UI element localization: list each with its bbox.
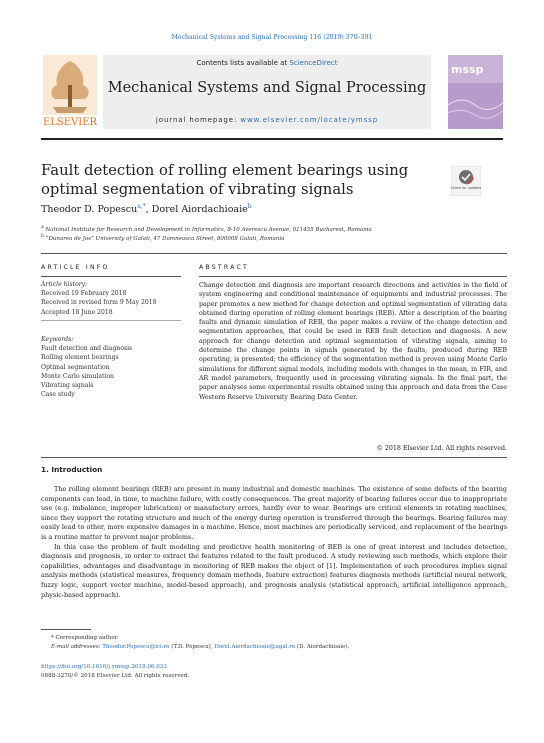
author-name[interactable]: Dorel Aiordachioaie bbox=[151, 204, 248, 216]
paragraph: In this case the problem of fault modeling and predictive health monitoring of REB is one of great interest and includes detection, diagnosis and prognosis, in order to extract the features related to the fault produced. A study reviewing such methods, which explore their capabilities, advantages and disadvantage in monitoring of REB makes the object of [1]. Implementation of such procedures implies signal analysis methods (statistical measures, frequency domain methods, feature extraction) features diagnosis methods (artificial neural network, fuzzy logic, support vector machine, model-based approach), and prognosis analysis (statistical approach, artificial intelligence approach, physic-based approach). bbox=[41, 542, 507, 599]
elsevier-wordmark: ELSEVIER bbox=[42, 117, 98, 128]
keyword-item: Monte Carlo simulation bbox=[41, 372, 114, 380]
journal-title: Mechanical Systems and Signal Processing bbox=[107, 80, 427, 96]
history-divider bbox=[41, 320, 181, 321]
article-title: Fault detection of rolling element bearings using optimal segmentation of vibrating signals bbox=[41, 162, 409, 198]
abstract-heading: ABSTRACT bbox=[199, 264, 249, 271]
author-list: Theodor D. Popescu$^{a,*}$, Dorel Aiordachioaie$^b$ bbox=[41, 203, 252, 216]
abstract-text: Change detection and diagnosis are important research directions and activities in the field of system engineering and conditional maintenance of equipments and industrial processes. The paper promotes a new method for change detection and optimal segmentation of vibrating data obtained during operation of rolling element bearings (REB). After a description of the bearing faults and dynamic simulation of REB, the paper makes a review of the change detection and segmentation approaches, that could be used in REB fault detection and diagnosis. A new approach for change detection and optimal segmentation of vibrating signals, aiming to determine the change points in signals generated by the faults, produced during REB operating, is presented; the efficiency of the segmentation method is proven using Monte Carlo simulations for different signal models, including models with changes in the mean, in FIR, and AR model parameters, frequently used in processing vibrating signals. In the final part, the paper analyses some experimental results obtained using this approach and data from the Case Western Reserve University Bearing Data Center. bbox=[199, 282, 507, 401]
history-item: Received in revised form 9 May 2018 bbox=[41, 299, 157, 307]
keyword-item: Case study bbox=[41, 391, 75, 399]
elsevier-logo[interactable] bbox=[41, 55, 99, 129]
keyword-list bbox=[41, 335, 181, 399]
masthead-rule bbox=[41, 138, 503, 140]
journal-reference[interactable]: Mechanical Systems and Signal Processing 116 (2019) 370–391 bbox=[171, 34, 373, 41]
contents-line: Contents lists available at ScienceDirect bbox=[196, 59, 338, 67]
history-item: Accepted 18 June 2018 bbox=[41, 308, 113, 316]
journal-homepage-link[interactable]: www.elsevier.com/locate/ymssp bbox=[240, 116, 379, 124]
masthead-banner bbox=[103, 55, 431, 129]
author-marks[interactable]: a,* bbox=[137, 203, 146, 210]
abstract-bottom-rule bbox=[41, 457, 507, 458]
author-name[interactable]: Theodor D. Popescu bbox=[41, 204, 138, 216]
abstract-rule bbox=[199, 276, 507, 277]
cover-title: mssp bbox=[451, 63, 484, 76]
keyword-item: Optimal segmentation bbox=[41, 363, 110, 371]
email-link[interactable]: Theodor.Popescu@ici.ro bbox=[102, 644, 170, 650]
keyword-item: Vibrating signals bbox=[41, 382, 94, 390]
author-marks[interactable]: b bbox=[247, 203, 252, 210]
journal-cover-image[interactable] bbox=[448, 55, 503, 129]
article-info-rule bbox=[41, 276, 181, 277]
footnote-rule bbox=[41, 629, 91, 630]
crossmark-label: Check for updates bbox=[451, 186, 481, 190]
masthead bbox=[41, 55, 503, 132]
keyword-item: Rolling element bearings bbox=[41, 354, 119, 362]
body-text bbox=[41, 485, 507, 600]
section-heading: 1. Introduction bbox=[41, 465, 103, 474]
email-link[interactable]: Dorel.Aiordachioaie@ugal.ro bbox=[214, 644, 296, 650]
email-footnote: E-mail addresses: Theodor.Popescu@ici.ro (T.D. Popescu), Dorel.Aiordachioaie@ugal.ro (D. Aiordachioaie). bbox=[51, 644, 350, 650]
keywords-label: Keywords: bbox=[41, 336, 74, 343]
doi-link[interactable]: https://doi.org/10.1016/j.ymssp.2018.06.033 bbox=[41, 664, 167, 670]
article-history bbox=[41, 280, 181, 317]
journal-homepage: journal homepage: www.elsevier.com/locate/ymssp bbox=[155, 116, 379, 124]
sciencedirect-link[interactable]: ScienceDirect bbox=[289, 59, 338, 67]
affiliation: $^a$ National Institute for Research and Development in Informatics, 8-10 Averescu Avenue, 011455 Bucharest, Romania bbox=[41, 225, 372, 233]
article-info-heading: ARTICLE INFO bbox=[41, 264, 110, 271]
header-divider bbox=[41, 253, 507, 254]
history-label: Article history: bbox=[41, 281, 88, 288]
crossmark-icon[interactable] bbox=[451, 166, 481, 196]
issn-line: 0888-3270/© 2018 Elsevier Ltd. All rights reserved. bbox=[41, 673, 190, 679]
footnotes bbox=[51, 634, 501, 652]
history-item: Received 19 February 2018 bbox=[41, 290, 127, 298]
paragraph: The rolling element bearings (REB) are present in many industrial and domestic machines. The existence of some defects of the bearing components can lead, in time, to machine failure, with costly consequences. The great majority of bearing failures occur due to inappropriate use (e.g. imbalance, improper lubrication) or manufactory errors, hardly ever to wear. Bearings are critical elements in rotating machines, since they support the rotating structure and much of the energy during operation is transferred through the bearings. Bearing failures may easily lead to other, more expensive damages in a machine. Hence, most machines are periodically serviced, and replacement of the bearings is a routine matter to prevent major problems. bbox=[41, 485, 507, 541]
affiliation: $^b$ “Dunarea de Jos” University of Galati, 47 Domneasca Street, 800008 Galati, Romania bbox=[41, 234, 285, 242]
corresponding-author-note: * Corresponding author. bbox=[51, 635, 119, 641]
abstract-copyright: © 2018 Elsevier Ltd. All rights reserved. bbox=[376, 445, 507, 452]
keyword-item: Fault detection and diagnosis bbox=[41, 345, 133, 353]
cover-artwork bbox=[448, 55, 503, 129]
